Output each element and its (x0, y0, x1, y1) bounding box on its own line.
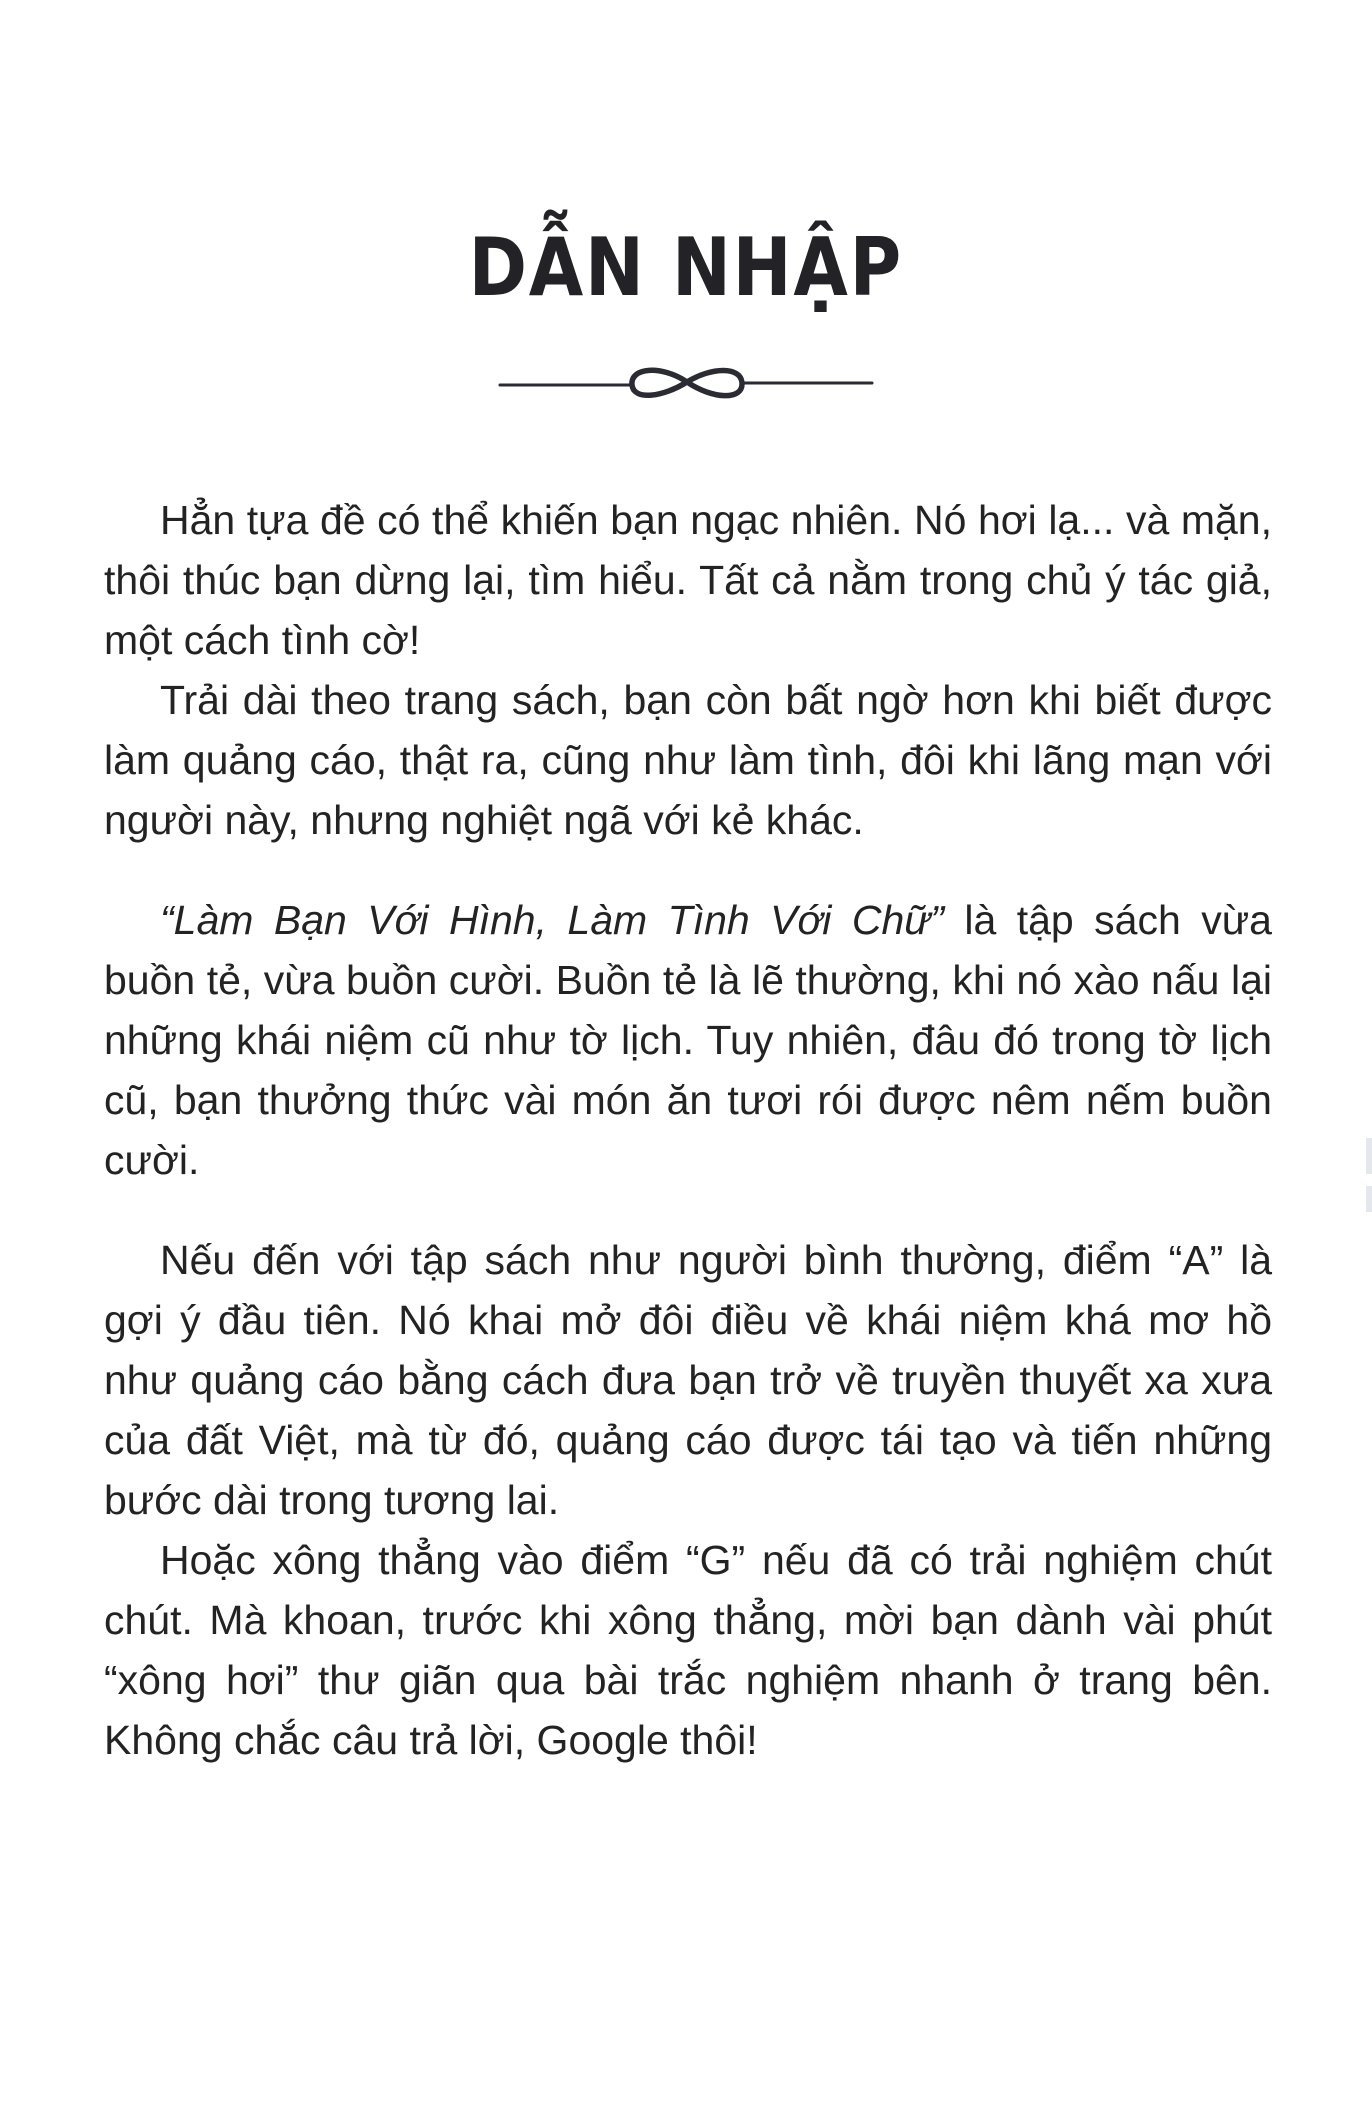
divider-wrap (0, 360, 1372, 408)
paragraph-3-rest: là tập sách vừa buồn tẻ, vừa buồn cười. Buồn tẻ là lẽ thường, khi nó xào nấu lại những khái niệm cũ như tờ lịch. Tuy nhiên, đâu đó trong tờ lịch cũ, bạn thưởng thức vài món ăn tươi rói được nêm nếm buồn cười. (104, 897, 1272, 1183)
book-title-quote: “Làm Bạn Với Hình, Làm Tình Với Chữ” (160, 897, 944, 943)
chapter-title-wrap (0, 221, 1372, 314)
chapter-title: DẪN NHẬP (468, 221, 904, 314)
scan-edge-artifact (1366, 1138, 1372, 1174)
body-text (104, 490, 1272, 1770)
paragraph-5: Hoặc xông thẳng vào điểm “G” nếu đã có trải nghiệm chút chút. Mà khoan, trước khi xông thẳng, mời bạn dành vài phút “xông hơi” thư giãn qua bài trắc nghiệm nhanh ở trang bên. Không chắc câu trả lời, Google thôi! (104, 1537, 1272, 1763)
paragraph-4: Nếu đến với tập sách như người bình thường, điểm “A” là gợi ý đầu tiên. Nó khai mở đôi điều về khái niệm khá mơ hồ như quảng cáo bằng cách đưa bạn trở về truyền thuyết xa xưa của đất Việt, mà từ đó, quảng cáo được tái tạo và tiến những bước dài trong tương lai. (104, 1237, 1272, 1523)
paragraph-3 (104, 890, 1272, 1190)
infinity-knot-divider-icon (497, 360, 875, 408)
paragraph-2: Trải dài theo trang sách, bạn còn bất ngờ hơn khi biết được làm quảng cáo, thật ra, cũng như làm tình, đôi khi lãng mạn với người này, nhưng nghiệt ngã với kẻ khác. (104, 677, 1272, 843)
scan-edge-artifact (1366, 1186, 1372, 1212)
paragraph-1: Hẳn tựa đề có thể khiến bạn ngạc nhiên. Nó hơi lạ... và mặn, thôi thúc bạn dừng lại, tìm hiểu. Tất cả nằm trong chủ ý tác giả, một cách tình cờ! (104, 497, 1272, 663)
